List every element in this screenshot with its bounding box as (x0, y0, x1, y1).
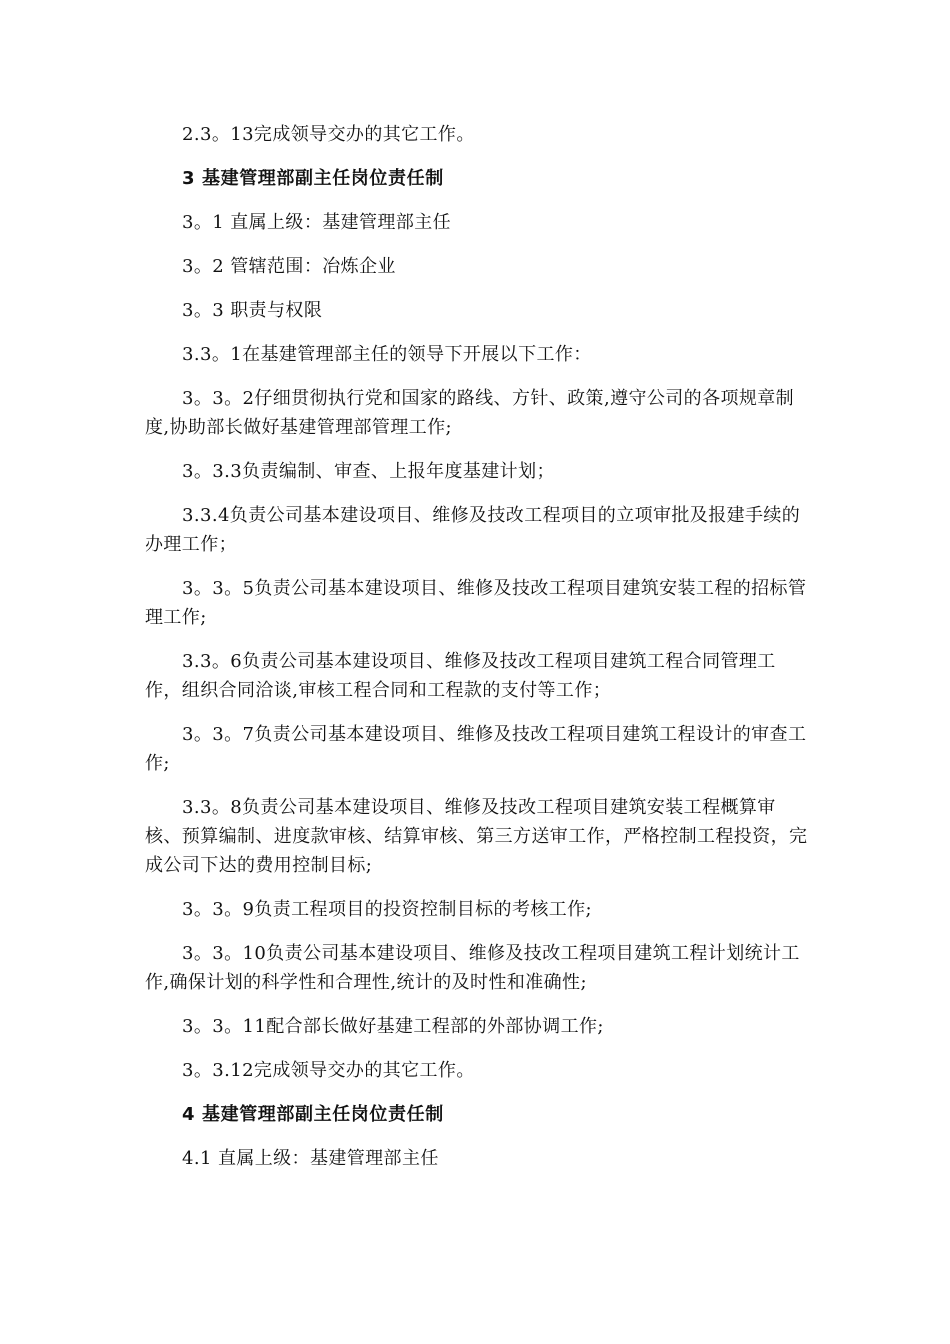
paragraph-3-3-10: 3。3。10负责公司基本建设项目、维修及技改工程项目建筑工程计划统计工作,确保计划的科学性和合理性,统计的及时性和准确性; (145, 943, 800, 993)
paragraph-4-1: 4.1 直属上级：基建管理部主任 (182, 1148, 439, 1169)
paragraph-3-3-12: 3。3.12完成领导交办的其它工作。 (182, 1060, 475, 1081)
paragraph-3-3: 3。3 职责与权限 (182, 300, 323, 321)
section-heading-4: 4 基建管理部副主任岗位责任制 (182, 1104, 444, 1125)
document-body (145, 120, 810, 1188)
paragraph-2-3-13: 2.3。13完成领导交办的其它工作。 (182, 124, 475, 145)
paragraph-3-3-11: 3。3。11配合部长做好基建工程部的外部协调工作; (182, 1016, 604, 1037)
paragraph-3-3-9: 3。3。9负责工程项目的投资控制目标的考核工作; (182, 899, 593, 920)
paragraph-3-3-2: 3。3。2仔细贯彻执行党和国家的路线、方针、政策,遵守公司的各项规章制度,协助部长做好基建管理部管理工作; (145, 388, 795, 438)
section-heading-3: 3 基建管理部副主任岗位责任制 (182, 168, 444, 189)
paragraph-3-3-6: 3.3。6负责公司基本建设项目、维修及技改工程项目建筑工程合同管理工作，组织合同洽谈,审核工程合同和工程款的支付等工作； (145, 651, 776, 701)
paragraph-3-3-5: 3。3。5负责公司基本建设项目、维修及技改工程项目建筑安装工程的招标管理工作; (145, 578, 807, 628)
paragraph-3-3-4: 3.3.4负责公司基本建设项目、维修及技改工程项目的立项审批及报建手续的办理工作； (145, 505, 801, 555)
paragraph-3-3-7: 3。3。7负责公司基本建设项目、维修及技改工程项目建筑工程设计的审查工作; (145, 724, 807, 774)
paragraph-3-1: 3。1 直属上级：基建管理部主任 (182, 212, 452, 233)
paragraph-3-2: 3。2 管辖范围：冶炼企业 (182, 256, 396, 277)
paragraph-3-3-3: 3。3.3负责编制、审查、上报年度基建计划； (182, 461, 555, 482)
paragraph-3-3-8: 3.3。8负责公司基本建设项目、维修及技改工程项目建筑安装工程概算审核、预算编制、进度款审核、结算审核、第三方送审工作，严格控制工程投资，完成公司下达的费用控制目标; (145, 797, 808, 876)
paragraph-3-3-1: 3.3。1在基建管理部主任的领导下开展以下工作： (182, 344, 592, 365)
